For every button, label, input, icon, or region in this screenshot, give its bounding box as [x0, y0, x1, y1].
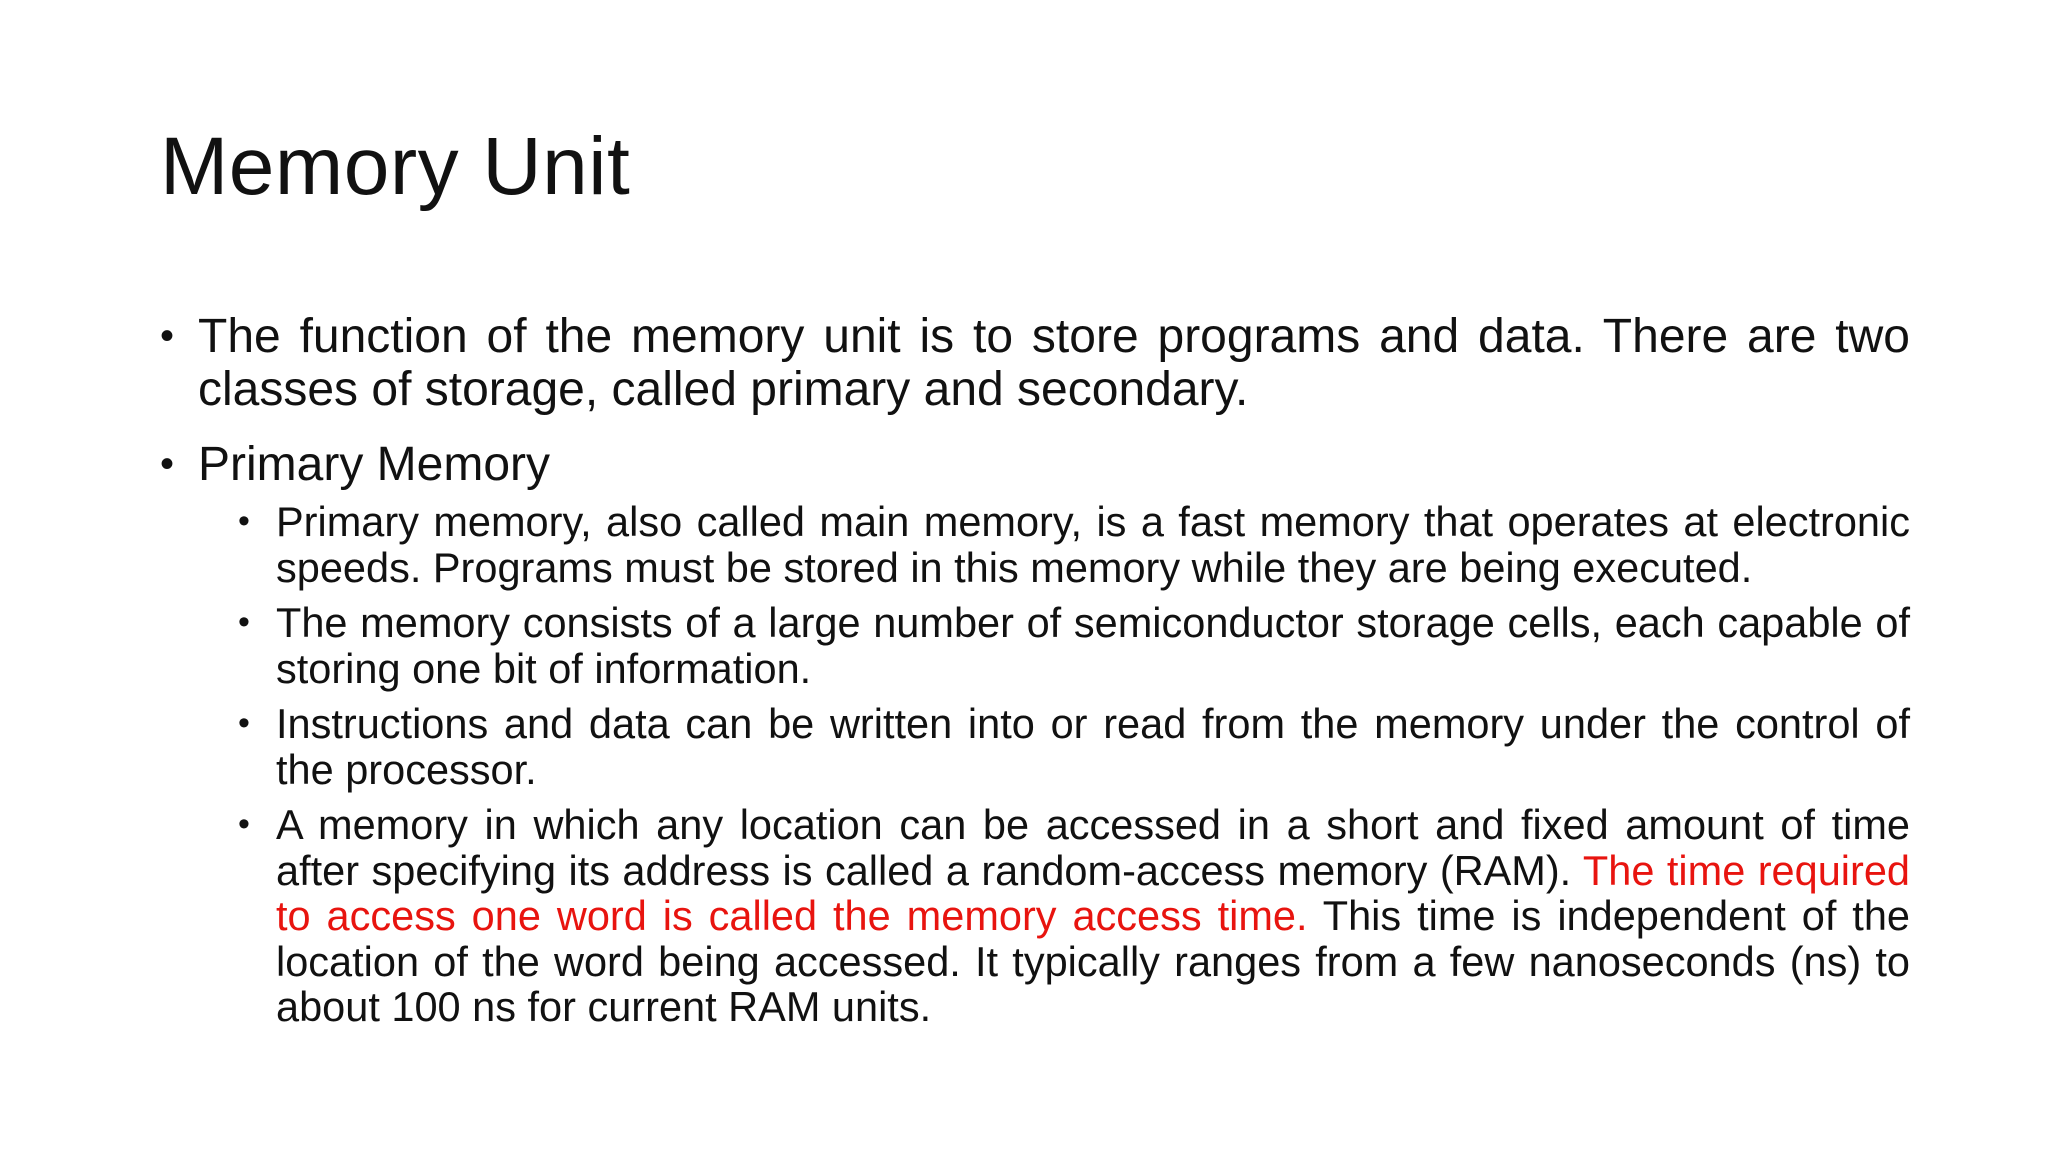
sub-bullet-list — [238, 499, 1910, 1030]
bullet-icon: • — [160, 442, 175, 486]
bullet-text: Primary Memory — [198, 438, 551, 491]
sub-bullet-text: Primary memory, also called main memory, is a fast memory that operates at electronic speeds. Programs must be stored in this memory while they are being executed. — [276, 498, 1910, 591]
sub-bullet-text: The memory consists of a large number of semiconductor storage cells, each capable of storing one bit of information. — [276, 599, 1910, 692]
bullet-icon: • — [238, 603, 250, 641]
bullet-icon: • — [238, 805, 250, 843]
bullet-icon: • — [160, 314, 175, 358]
bullet-text: The function of the memory unit is to store programs and data. There are two classes of storage, called primary and secondary. — [198, 310, 1910, 416]
sub-bullet-item — [238, 600, 1910, 691]
slide-body — [160, 310, 1910, 1040]
bullet-item — [160, 438, 1910, 491]
sub-bullet-item — [238, 701, 1910, 792]
highlighted-definition: The time required to access one word is called the memory access time. — [276, 846, 1910, 939]
sub-bullet-item — [238, 499, 1910, 590]
sub-bullet-item — [238, 802, 1910, 1030]
sub-bullet-text: Instructions and data can be written into or read from the memory under the control of the processor. — [276, 700, 1910, 793]
bullet-icon: • — [238, 502, 250, 540]
bullet-icon: • — [238, 704, 250, 742]
sub-bullet-text — [276, 801, 1910, 1030]
sub-bullet-text-end: This time is independent of the location of the word being accessed. It typically ranges from a few nanoseconds (ns) to about 100 ns for current RAM units. — [276, 892, 1910, 1030]
sub-bullet-text-start: A memory in which any location can be accessed in a short and fixed amount of time after specifying its address is called a random-access memory (RAM). — [276, 801, 1910, 894]
slide-title: Memory Unit — [160, 121, 631, 212]
bullet-item — [160, 310, 1910, 416]
